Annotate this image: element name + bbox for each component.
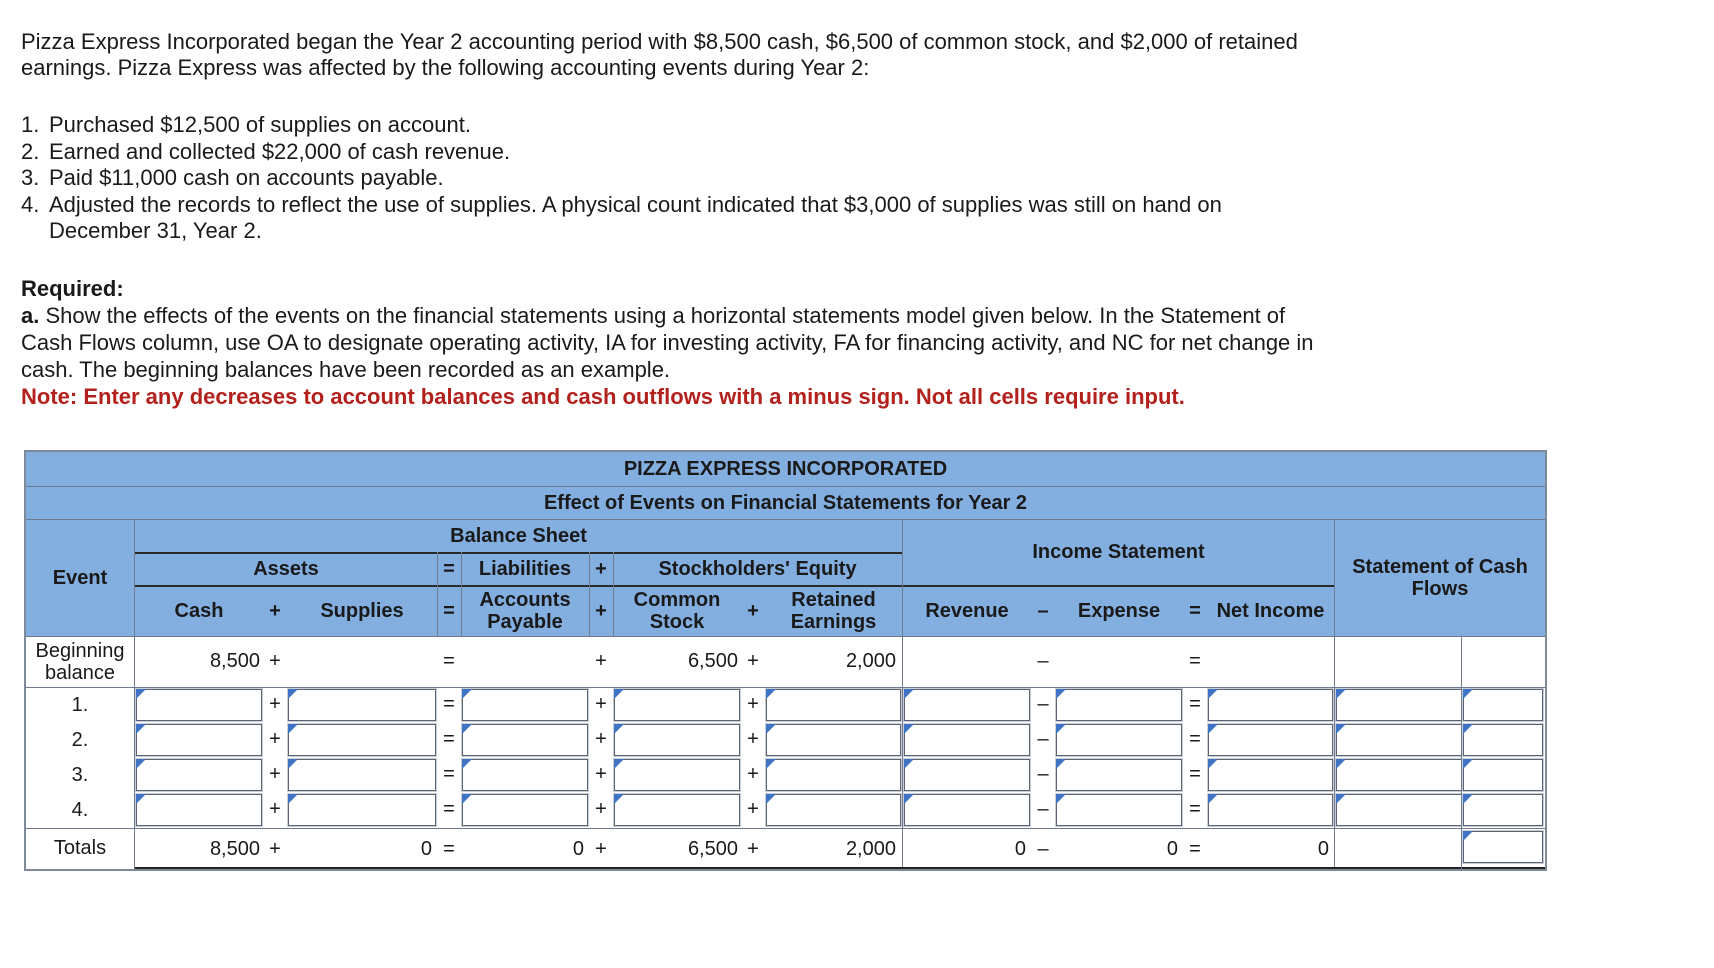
- plus-sign: +: [269, 798, 281, 820]
- event-item: 3. Paid $11,000 cash on accounts payable.: [21, 165, 444, 190]
- income-statement-header: Income Statement: [1032, 541, 1205, 563]
- input-marker-icon: [1463, 689, 1473, 699]
- input-marker-icon: [462, 794, 472, 804]
- cash-flow-activity-input[interactable]: [1463, 724, 1543, 756]
- cash-input[interactable]: [136, 759, 262, 791]
- col-accounts-payable: Accounts Payable: [479, 589, 571, 633]
- col-retained-earnings: Retained Earnings: [790, 589, 877, 633]
- input-marker-icon: [766, 794, 776, 804]
- equals-sign: =: [443, 600, 455, 622]
- input-marker-icon: [136, 759, 146, 769]
- cash-flow-activity-input[interactable]: [1463, 759, 1543, 791]
- input-marker-icon: [1463, 794, 1473, 804]
- plus-sign: +: [595, 600, 607, 622]
- plus-sign: +: [595, 558, 607, 580]
- input-marker-icon: [288, 724, 298, 734]
- row-label-totals: Totals: [53, 837, 107, 859]
- accounts-payable-input[interactable]: [462, 794, 588, 826]
- col-revenue: Revenue: [925, 600, 1009, 622]
- equals-sign: =: [1189, 600, 1201, 622]
- stockholders-equity-header: Stockholders' Equity: [658, 558, 857, 580]
- assets-header: Assets: [253, 558, 319, 580]
- cash-flows-header: Statement of Cash Flows: [1335, 520, 1545, 636]
- event-item: 1. Purchased $12,500 of supplies on account.: [21, 112, 471, 137]
- cash-flow-activity-input[interactable]: [1463, 794, 1543, 826]
- input-marker-icon: [614, 689, 624, 699]
- minus-sign: –: [1037, 650, 1049, 672]
- plus-sign: +: [747, 728, 759, 750]
- equals-sign: =: [443, 728, 455, 750]
- input-marker-icon: [462, 724, 472, 734]
- required-section: [21, 275, 1461, 410]
- part-a-line-3: cash. The beginning balances have been recorded as an example.: [21, 357, 671, 382]
- row-label: 1.: [71, 694, 89, 716]
- input-marker-icon: [1056, 794, 1066, 804]
- total-cash-flow-activity-input[interactable]: [1463, 831, 1543, 863]
- supplies-input[interactable]: [288, 724, 436, 756]
- intro-line-2: earnings. Pizza Express was affected by the following accounting events during Year 2:: [21, 55, 870, 80]
- cash-flow-activity-input[interactable]: [1463, 689, 1543, 721]
- problem-intro: [21, 29, 1441, 81]
- cash-input[interactable]: [136, 689, 262, 721]
- equals-sign: =: [443, 763, 455, 785]
- plus-sign: +: [595, 763, 607, 785]
- col-supplies: Supplies: [320, 600, 404, 622]
- total-supplies: 0: [420, 838, 432, 860]
- input-marker-icon: [288, 794, 298, 804]
- equals-sign: =: [1189, 798, 1201, 820]
- part-a-line-2: Cash Flows column, use OA to designate operating activity, IA for investing activity, FA for financing activity, and NC for net change in: [21, 330, 1314, 355]
- equals-sign: =: [443, 650, 455, 672]
- revenue-input[interactable]: [904, 724, 1030, 756]
- plus-sign: +: [747, 798, 759, 820]
- input-marker-icon: [1208, 689, 1218, 699]
- event-item: 4. Adjusted the records to reflect the use of supplies. A physical count indicated that $3,000 of supplies was still on hand on December 31, Year 2.: [21, 191, 1222, 243]
- total-retained-earnings: 2,000: [845, 838, 896, 860]
- beginning-retained-earnings: 2,000: [845, 650, 896, 672]
- expense-input[interactable]: [1056, 724, 1182, 756]
- minus-sign: –: [1037, 600, 1049, 622]
- equals-sign: =: [443, 838, 455, 860]
- total-revenue: 0: [1014, 838, 1026, 860]
- supplies-input[interactable]: [288, 794, 436, 826]
- common-stock-input[interactable]: [614, 759, 740, 791]
- equals-sign: =: [1189, 728, 1201, 750]
- input-marker-icon: [1336, 724, 1346, 734]
- minus-sign: –: [1037, 798, 1049, 820]
- retained-earnings-input[interactable]: [766, 724, 901, 756]
- plus-sign: +: [269, 600, 281, 622]
- plus-sign: +: [269, 650, 281, 672]
- plus-sign: +: [747, 600, 759, 622]
- supplies-input[interactable]: [288, 759, 436, 791]
- total-expense: 0: [1166, 838, 1178, 860]
- liabilities-header: Liabilities: [478, 558, 572, 580]
- input-marker-icon: [288, 759, 298, 769]
- input-marker-icon: [136, 724, 146, 734]
- required-heading: Required:: [21, 276, 124, 301]
- input-marker-icon: [766, 689, 776, 699]
- plus-sign: +: [269, 693, 281, 715]
- accounts-payable-input[interactable]: [462, 689, 588, 721]
- total-accounts-payable: 0: [572, 838, 584, 860]
- common-stock-input[interactable]: [614, 689, 740, 721]
- plus-sign: +: [595, 728, 607, 750]
- input-marker-icon: [614, 724, 624, 734]
- total-common-stock: 6,500: [687, 838, 738, 860]
- part-a-instructions: a. Show the effects of the events on the financial statements using a horizontal statements model given below. In the Statement of: [21, 303, 1286, 328]
- revenue-input[interactable]: [904, 759, 1030, 791]
- accounts-payable-input[interactable]: [462, 759, 588, 791]
- plus-sign: +: [747, 650, 759, 672]
- cash-input[interactable]: [136, 724, 262, 756]
- input-marker-icon: [1056, 689, 1066, 699]
- cash-flow-amount-input[interactable]: [1336, 724, 1462, 756]
- input-marker-icon: [1336, 689, 1346, 699]
- col-cash: Cash: [174, 600, 224, 622]
- note-text: Note: Enter any decreases to account balances and cash outflows with a minus sign. Not all cells require input.: [21, 384, 1185, 409]
- expense-input[interactable]: [1056, 794, 1182, 826]
- minus-sign: –: [1037, 693, 1049, 715]
- net-income-input[interactable]: [1208, 689, 1333, 721]
- row-label-beginning: Beginning balance: [35, 640, 125, 684]
- input-marker-icon: [614, 759, 624, 769]
- accounts-payable-input[interactable]: [462, 724, 588, 756]
- plus-sign: +: [595, 650, 607, 672]
- col-net-income: Net Income: [1216, 600, 1325, 622]
- input-marker-icon: [462, 689, 472, 699]
- minus-sign: –: [1037, 763, 1049, 785]
- equals-sign: =: [1189, 650, 1201, 672]
- input-marker-icon: [1208, 759, 1218, 769]
- retained-earnings-input[interactable]: [766, 689, 901, 721]
- event-list: [21, 112, 1441, 245]
- plus-sign: +: [747, 693, 759, 715]
- input-marker-icon: [904, 794, 914, 804]
- row-label: 3.: [71, 764, 89, 786]
- equals-sign: =: [443, 798, 455, 820]
- statements-model-table: [24, 450, 1547, 871]
- input-marker-icon: [1336, 794, 1346, 804]
- balance-sheet-header: Balance Sheet: [450, 525, 587, 547]
- plus-sign: +: [269, 838, 281, 860]
- equals-sign: =: [1189, 763, 1201, 785]
- retained-earnings-input[interactable]: [766, 759, 901, 791]
- common-stock-input[interactable]: [614, 724, 740, 756]
- revenue-input[interactable]: [904, 689, 1030, 721]
- total-cash: 8,500: [209, 838, 260, 860]
- plus-sign: +: [595, 798, 607, 820]
- plus-sign: +: [595, 693, 607, 715]
- input-marker-icon: [1463, 724, 1473, 734]
- cash-flow-amount-input[interactable]: [1336, 759, 1462, 791]
- event-item: 2. Earned and collected $22,000 of cash revenue.: [21, 138, 511, 164]
- input-marker-icon: [904, 724, 914, 734]
- col-expense: Expense: [1077, 600, 1161, 622]
- net-income-input[interactable]: [1208, 759, 1333, 791]
- cash-flow-amount-input[interactable]: [1336, 794, 1462, 826]
- beginning-cash: 8,500: [209, 650, 260, 672]
- input-marker-icon: [904, 689, 914, 699]
- intro-line-1: Pizza Express Incorporated began the Year 2 accounting period with $8,500 cash, $6,500 of common stock, and $2,000 of retained: [21, 29, 1298, 54]
- equals-sign: =: [1189, 838, 1201, 860]
- equals-sign: =: [443, 558, 455, 580]
- input-marker-icon: [614, 794, 624, 804]
- expense-input[interactable]: [1056, 759, 1182, 791]
- plus-sign: +: [747, 838, 759, 860]
- plus-sign: +: [595, 838, 607, 860]
- cash-input[interactable]: [136, 794, 262, 826]
- input-marker-icon: [1056, 724, 1066, 734]
- retained-earnings-input[interactable]: [766, 794, 901, 826]
- net-income-input[interactable]: [1208, 794, 1333, 826]
- event-4-continuation: December 31, Year 2.: [49, 218, 262, 243]
- common-stock-input[interactable]: [614, 794, 740, 826]
- input-marker-icon: [462, 759, 472, 769]
- table-subtitle: Effect of Events on Financial Statements for Year 2: [26, 487, 1545, 519]
- equals-sign: =: [443, 693, 455, 715]
- input-marker-icon: [136, 689, 146, 699]
- input-marker-icon: [288, 689, 298, 699]
- input-marker-icon: [904, 759, 914, 769]
- input-marker-icon: [1463, 759, 1473, 769]
- input-marker-icon: [1336, 759, 1346, 769]
- plus-sign: +: [269, 763, 281, 785]
- input-marker-icon: [766, 759, 776, 769]
- net-income-input[interactable]: [1208, 724, 1333, 756]
- plus-sign: +: [269, 728, 281, 750]
- row-label: 2.: [71, 729, 89, 751]
- equals-sign: =: [1189, 693, 1201, 715]
- col-common-stock: Common Stock: [633, 589, 721, 633]
- cash-flow-amount-input[interactable]: [1336, 689, 1462, 721]
- total-net-income: 0: [1317, 838, 1329, 860]
- input-marker-icon: [766, 724, 776, 734]
- beginning-common-stock: 6,500: [687, 650, 738, 672]
- input-marker-icon: [1208, 794, 1218, 804]
- supplies-input[interactable]: [288, 689, 436, 721]
- input-marker-icon: [136, 794, 146, 804]
- table-title: PIZZA EXPRESS INCORPORATED: [26, 452, 1545, 486]
- input-marker-icon: [1463, 831, 1473, 841]
- row-label: 4.: [71, 799, 89, 821]
- plus-sign: +: [747, 763, 759, 785]
- event-header: Event: [26, 520, 134, 636]
- minus-sign: –: [1037, 838, 1049, 860]
- minus-sign: –: [1037, 728, 1049, 750]
- input-marker-icon: [1208, 724, 1218, 734]
- revenue-input[interactable]: [904, 794, 1030, 826]
- expense-input[interactable]: [1056, 689, 1182, 721]
- input-marker-icon: [1056, 759, 1066, 769]
